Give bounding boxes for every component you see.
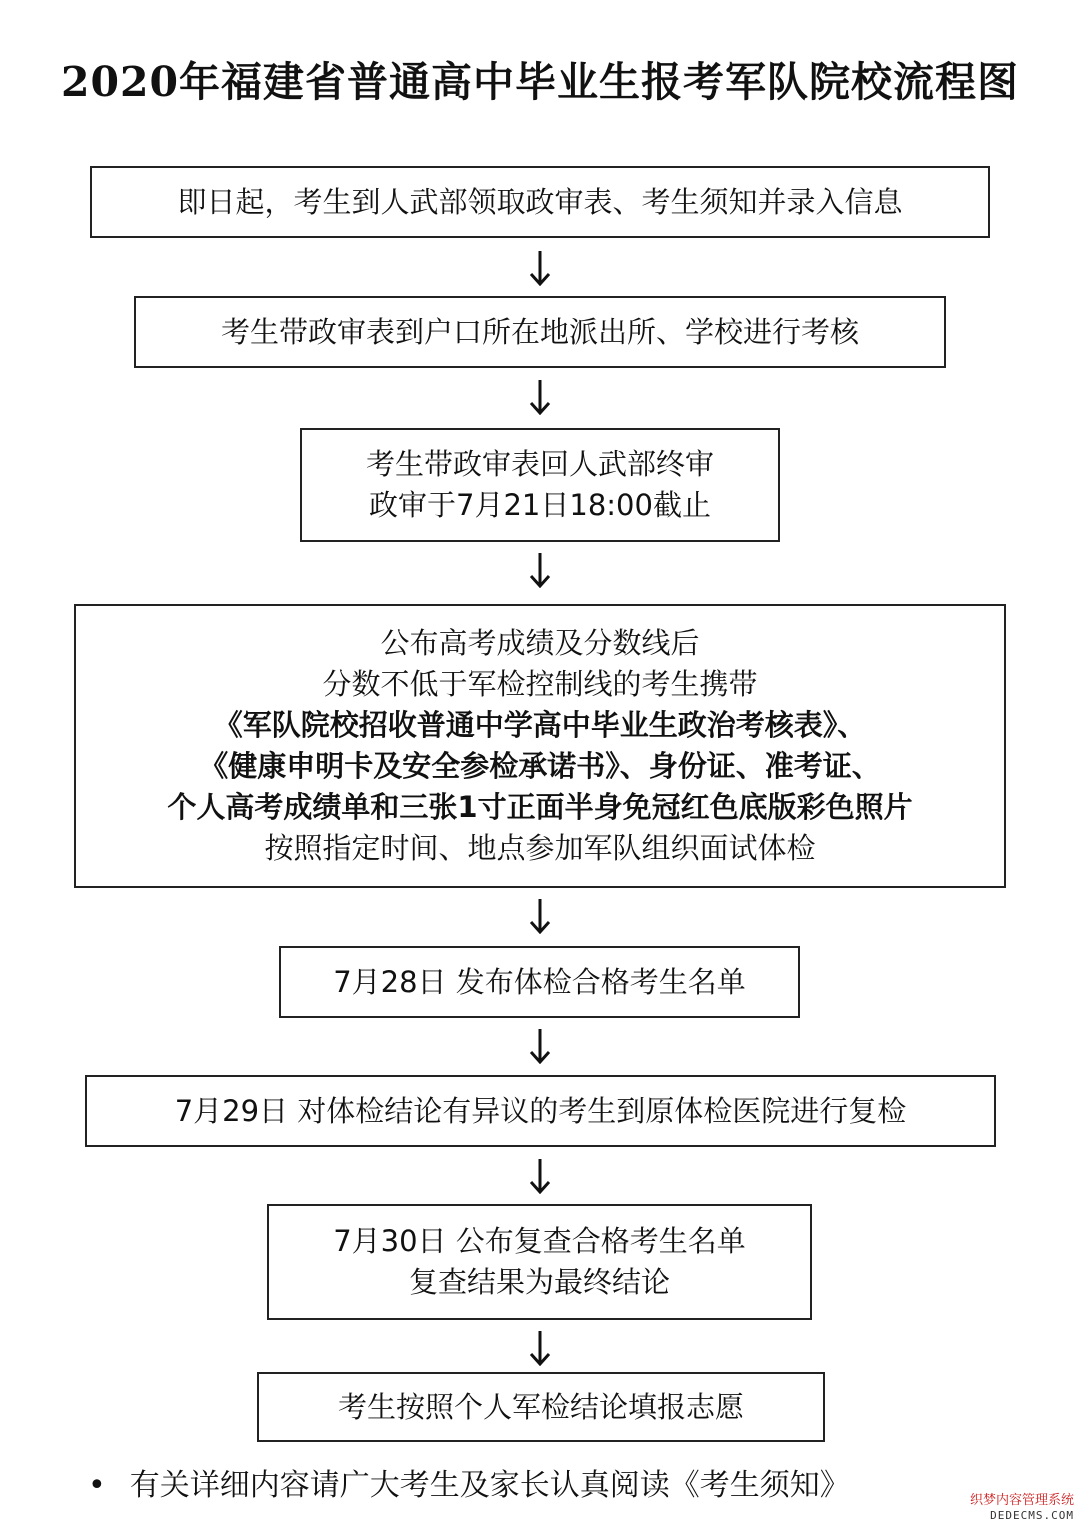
- flow-step-1: [90, 166, 990, 238]
- footnote-text: 有关详细内容请广大考生及家长认真阅读《考生须知》: [129, 1468, 850, 1503]
- watermark-line2: DEDECMS.COM: [990, 1509, 1074, 1522]
- flow-step-text: 7月30日 公布复查合格考生名单: [333, 1224, 746, 1258]
- watermark-line1: 织梦内容管理系统: [969, 1493, 1074, 1508]
- flow-step-3: [300, 428, 780, 542]
- arrow-down-icon: [528, 1028, 552, 1064]
- arrow-down-icon: [528, 1158, 552, 1194]
- arrow-down-icon: [528, 250, 552, 286]
- flow-step-text: 7月29日 对体检结论有异议的考生到原体检医院进行复检: [174, 1093, 907, 1128]
- flow-step-text: 考生带政审表回人武部终审: [365, 447, 714, 481]
- bullet-icon: •: [88, 1468, 106, 1503]
- flow-step-text: 分数不低于军检控制线的考生携带: [322, 667, 758, 701]
- flow-step-5: [279, 946, 800, 1018]
- flow-step-text: 7月28日 发布体检合格考生名单: [333, 964, 746, 999]
- footnote: [88, 1462, 850, 1510]
- flow-step-4: [74, 604, 1006, 888]
- arrow-down-icon: [528, 1330, 552, 1366]
- flow-step-2: [134, 296, 946, 368]
- watermark: [970, 1493, 1074, 1523]
- arrow-down-icon: [528, 379, 552, 415]
- arrow-down-icon: [528, 552, 552, 588]
- flow-step-text: 即日起，考生到人武部领取政审表、考生须知并录入信息: [177, 184, 903, 219]
- flow-step-text: 考生按照个人军检结论填报志愿: [337, 1389, 744, 1424]
- flow-step-6: [85, 1075, 996, 1147]
- flow-step-text: 政审于7月21日18:00截止: [369, 488, 711, 522]
- flow-step-text: 《军队院校招收普通中学高中毕业生政治考核表》、: [213, 708, 867, 742]
- arrow-down-icon: [528, 898, 552, 934]
- flow-step-text: 个人高考成绩单和三张1寸正面半身免冠红色底版彩色照片: [167, 790, 913, 824]
- flow-step-7: [267, 1204, 812, 1320]
- flow-step-text: 考生带政审表到户口所在地派出所、学校进行考核: [220, 314, 859, 349]
- diagram-title: 2020年福建省普通高中毕业生报考军队院校流程图: [60, 58, 1020, 106]
- flow-step-text: 复查结果为最终结论: [408, 1265, 670, 1299]
- flow-step-text: 公布高考成绩及分数线后: [380, 626, 700, 660]
- flow-step-text: 按照指定时间、地点参加军队组织面试体检: [264, 831, 816, 865]
- flow-step-text: 《健康申明卡及安全参检承诺书》、身份证、准考证、: [199, 749, 881, 783]
- flow-step-8: [257, 1372, 825, 1442]
